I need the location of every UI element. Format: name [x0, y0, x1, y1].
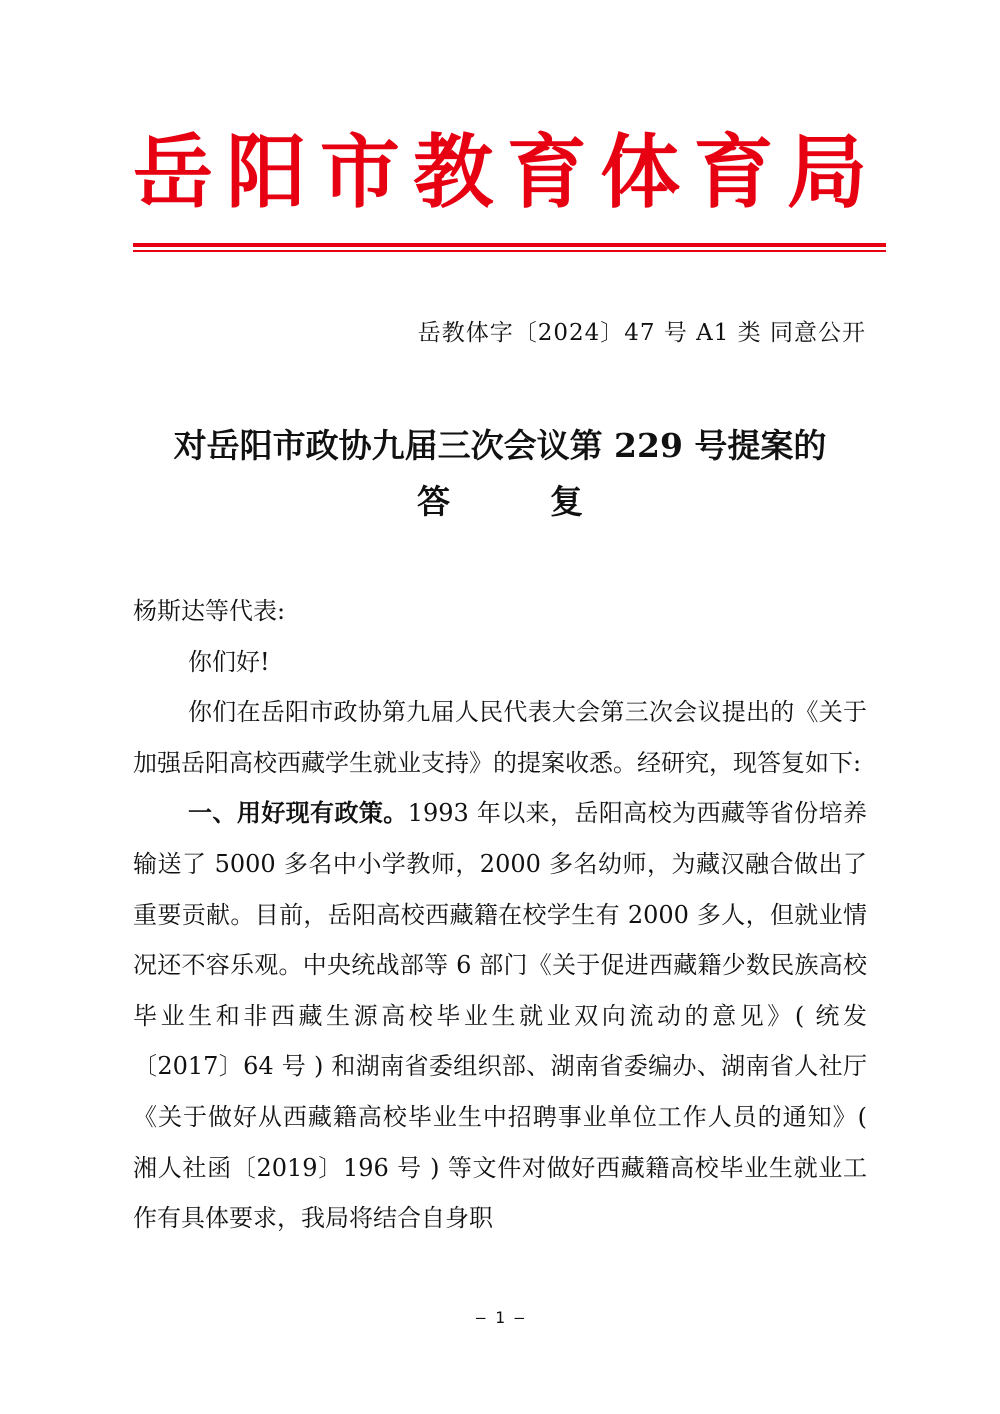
page-number: — 1 — [475, 1308, 525, 1327]
document-body [133, 586, 867, 1244]
masthead [133, 118, 867, 228]
section1-paragraph [133, 788, 867, 1243]
title-char-left: 答 [417, 482, 450, 521]
masthead-char: 阳 [226, 126, 307, 219]
document-number: 岳教体字〔2024〕47 号 A1 类 同意公开 [417, 320, 866, 346]
masthead-char: 体 [600, 126, 681, 219]
title-char-right: 复 [550, 482, 583, 521]
masthead-char: 教 [413, 126, 494, 219]
salutation: 杨斯达等代表: [133, 597, 286, 625]
document-title-line1: 对岳阳市政协九届三次会议第 229 号提案的 [173, 426, 827, 465]
masthead-char: 育 [506, 126, 587, 219]
masthead-char: 岳 [133, 126, 213, 219]
header-divider-thin [133, 250, 886, 252]
greeting: 你们好! [188, 647, 270, 676]
section1-body: 1993 年以来，岳阳高校为西藏等省份培养输送了 5000 多名中小学教师，2000 多名幼师，为藏汉融合做出了重要贡献。目前，岳阳高校西藏籍在校学生有 2000 多人，但就业情况还不容乐观。中央统战部等 6 部门《关于促进西藏籍少数民族高校毕业生和非西藏生源高校毕业生就业双向流动的意见》( 统发〔2017〕64 号 ) 和湖南省委组织部、湖南省委编办、湖南省人社厅《关于做好从西藏籍高校毕业生中招聘事业单位工作人员的通知》( 湘人社函〔2019〕196 号 ) 等文件对做好西藏籍高校毕业生就业工作有具体要求，我局将结合自身职 [133, 799, 867, 1233]
masthead-char: 育 [693, 126, 774, 219]
masthead-char: 市 [319, 126, 400, 219]
intro-paragraph: 你们在岳阳市政协第九届人民代表大会第三次会议提出的《关于加强岳阳高校西藏学生就业支持》的提案收悉。经研究，现答复如下: [133, 698, 867, 777]
document-title-line2 [133, 476, 867, 523]
section1-heading: 一、用好现有政策。 [188, 799, 408, 828]
header-divider-thick [133, 243, 886, 247]
masthead-char: 局 [786, 126, 867, 219]
